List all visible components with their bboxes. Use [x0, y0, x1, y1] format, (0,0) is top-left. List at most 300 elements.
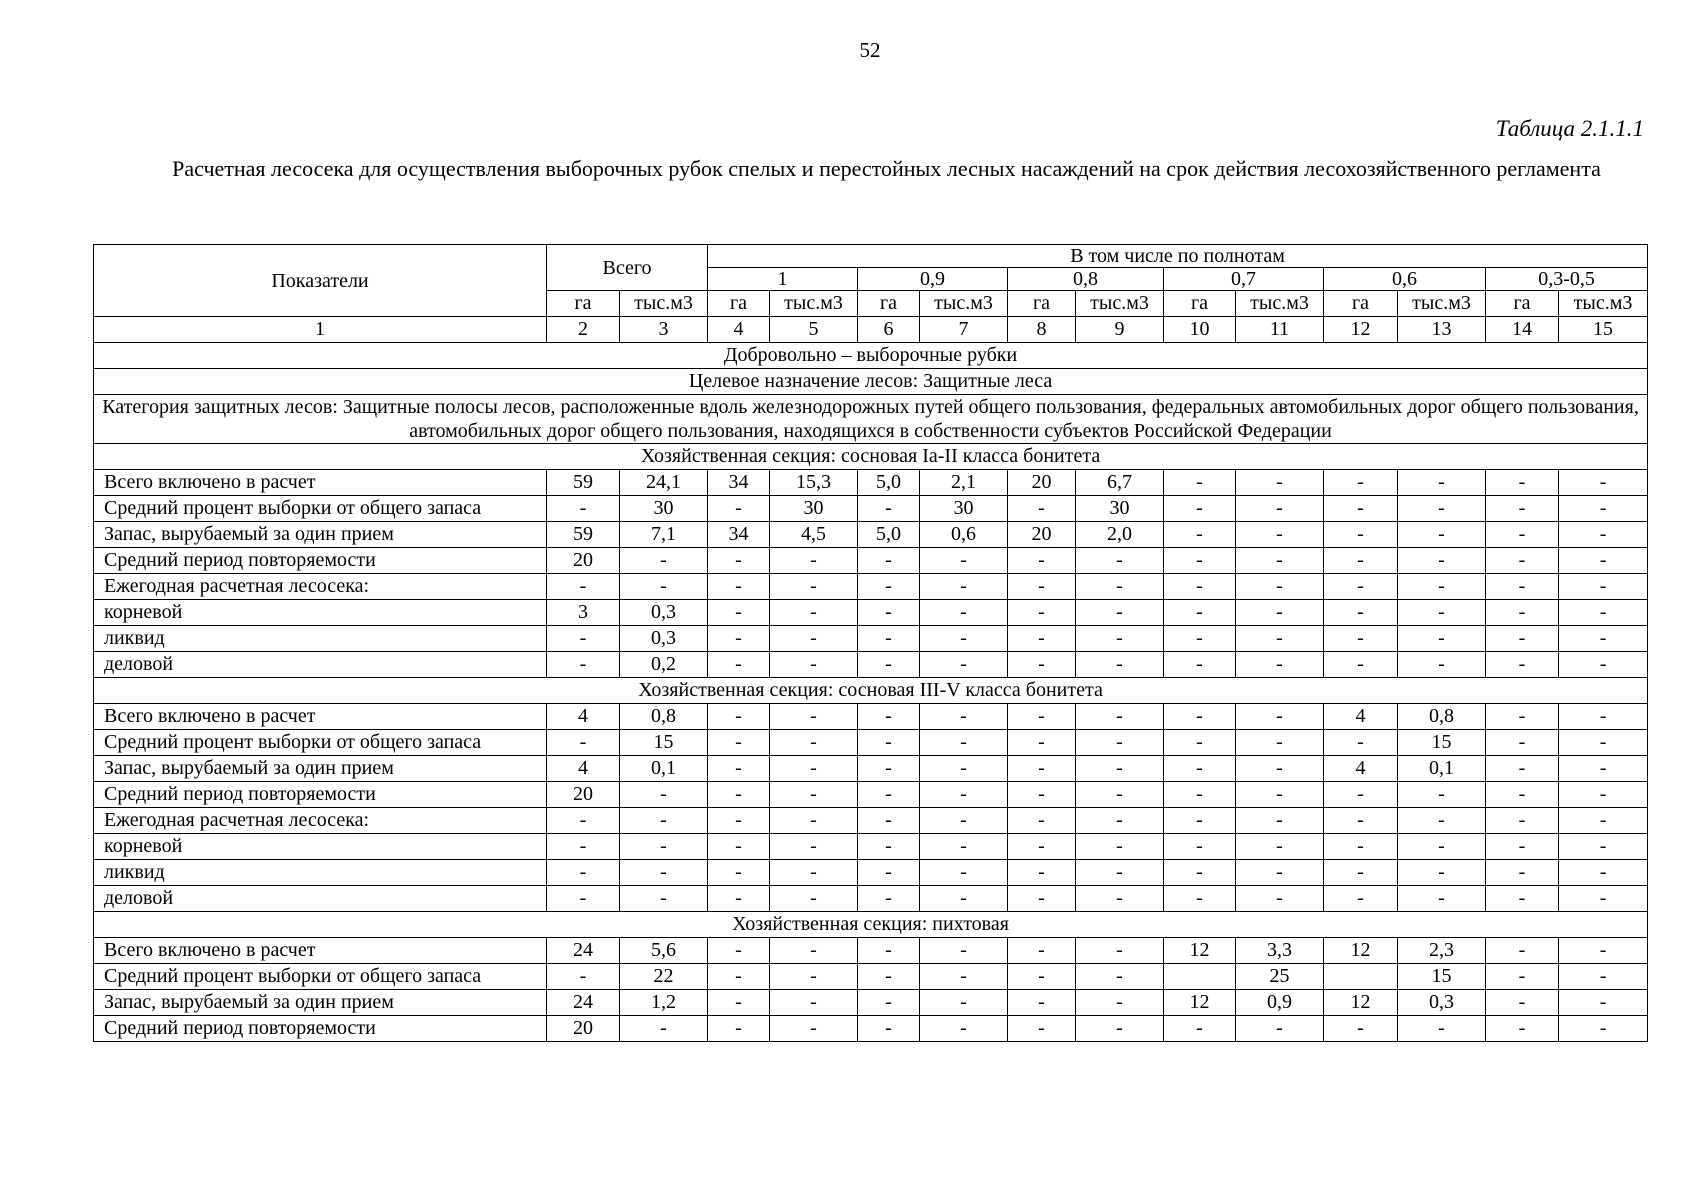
unit-m3: тыс.м3	[1559, 291, 1648, 317]
table-cell: 20	[547, 548, 620, 574]
table-cell: -	[1559, 548, 1648, 574]
column-number: 4	[708, 317, 770, 343]
table-cell: 0,8	[620, 704, 708, 730]
table-row	[94, 808, 1648, 834]
table-cell: 34	[708, 470, 770, 496]
table-cell: 12	[1324, 938, 1398, 964]
table-cell: -	[1486, 470, 1559, 496]
forest-cut-table	[93, 244, 1648, 1042]
row-label: Средний период повторяемости	[94, 1016, 547, 1042]
header-density: 0,6	[1324, 268, 1486, 291]
table-cell: -	[920, 860, 1008, 886]
table-cell: -	[1486, 522, 1559, 548]
table-cell: -	[920, 834, 1008, 860]
table-cell: -	[920, 808, 1008, 834]
table-cell: -	[858, 964, 920, 990]
table-row	[94, 704, 1648, 730]
table-row	[94, 600, 1648, 626]
table-cell: -	[1236, 522, 1324, 548]
table-cell: -	[858, 730, 920, 756]
unit-m3: тыс.м3	[1236, 291, 1324, 317]
rubka-type-row: Добровольно – выборочные рубки	[94, 343, 1648, 369]
table-cell: -	[1164, 1016, 1236, 1042]
table-cell: -	[1236, 860, 1324, 886]
table-cell: -	[1236, 470, 1324, 496]
table-cell: 6,7	[1076, 470, 1164, 496]
table-row	[94, 548, 1648, 574]
unit-m3: тыс.м3	[770, 291, 858, 317]
table-cell: 2,3	[1398, 938, 1486, 964]
table-cell: -	[1164, 704, 1236, 730]
table-cell: 12	[1324, 990, 1398, 1016]
table-cell: -	[1324, 1016, 1398, 1042]
column-number: 13	[1398, 317, 1486, 343]
unit-m3: тыс.м3	[620, 291, 708, 317]
table-cell: -	[547, 860, 620, 886]
table-row	[94, 496, 1648, 522]
table-cell: 15,3	[770, 470, 858, 496]
table-cell: 0,1	[620, 756, 708, 782]
row-label: Всего включено в расчет	[94, 704, 547, 730]
table-cell: 0,3	[620, 600, 708, 626]
table-cell: -	[1236, 756, 1324, 782]
table-cell: -	[920, 990, 1008, 1016]
table-cell: -	[1559, 808, 1648, 834]
table-cell: -	[1486, 834, 1559, 860]
table-cell: 4	[1324, 756, 1398, 782]
unit-ha: га	[708, 291, 770, 317]
table-cell: -	[770, 860, 858, 886]
table-cell: -	[770, 548, 858, 574]
protective-category-row: Категория защитных лесов: Защитные полосы лесов, расположенные вдоль железнодорожных путей общего пользования, федеральных автомобильных дорог общего пользования, автомобильных дорог общего пользования, находящихся в собственности субъектов Российской Федерации	[94, 395, 1648, 444]
table-cell: -	[858, 756, 920, 782]
table-cell: 2,0	[1076, 522, 1164, 548]
header-density: 1	[708, 268, 858, 291]
table-cell: -	[1559, 626, 1648, 652]
table-cell: -	[708, 990, 770, 1016]
table-cell: -	[920, 964, 1008, 990]
table-cell: -	[770, 600, 858, 626]
table-cell: 24,1	[620, 470, 708, 496]
table-cell: -	[1324, 730, 1398, 756]
row-label: Ежегодная расчетная лесосека:	[94, 574, 547, 600]
table-cell: -	[1236, 600, 1324, 626]
header-density: 0,7	[1164, 268, 1324, 291]
row-label: деловой	[94, 886, 547, 912]
table-cell	[1324, 964, 1398, 990]
table-cell: -	[1076, 600, 1164, 626]
table-cell: -	[920, 756, 1008, 782]
table-cell: 0,6	[920, 522, 1008, 548]
table-cell: -	[1398, 834, 1486, 860]
table-cell: -	[1559, 496, 1648, 522]
row-label: Средний процент выборки от общего запаса	[94, 496, 547, 522]
table-cell: -	[1398, 522, 1486, 548]
table-cell: -	[708, 548, 770, 574]
table-cell: 15	[1398, 730, 1486, 756]
table-cell: -	[1559, 600, 1648, 626]
table-cell: 0,3	[620, 626, 708, 652]
table-cell: -	[858, 600, 920, 626]
table-cell: -	[858, 626, 920, 652]
table-cell: -	[770, 834, 858, 860]
header-including: В том числе по полнотам	[708, 245, 1648, 268]
table-cell: -	[920, 1016, 1008, 1042]
table-cell: -	[1236, 730, 1324, 756]
table-cell: -	[770, 652, 858, 678]
table-cell: -	[1008, 574, 1076, 600]
table-cell: 5,6	[620, 938, 708, 964]
table-cell: -	[708, 756, 770, 782]
table-cell: -	[1559, 834, 1648, 860]
table-cell: -	[547, 964, 620, 990]
table-cell: 15	[620, 730, 708, 756]
section-title: Хозяйственная секция: пихтовая	[94, 912, 1648, 938]
unit-ha: га	[1008, 291, 1076, 317]
table-cell: -	[1164, 522, 1236, 548]
table-cell: 20	[1008, 470, 1076, 496]
unit-m3: тыс.м3	[1398, 291, 1486, 317]
column-number: 1	[94, 317, 547, 343]
table-cell: -	[1324, 574, 1398, 600]
table-cell: -	[1076, 626, 1164, 652]
table-cell: -	[1076, 834, 1164, 860]
table-cell: -	[1559, 990, 1648, 1016]
column-number: 9	[1076, 317, 1164, 343]
table-cell: -	[1486, 496, 1559, 522]
table-cell: -	[1008, 600, 1076, 626]
table-cell: -	[1164, 782, 1236, 808]
table-cell: -	[858, 574, 920, 600]
table-cell: -	[708, 808, 770, 834]
table-cell: 30	[620, 496, 708, 522]
table-cell: -	[858, 834, 920, 860]
unit-ha: га	[1164, 291, 1236, 317]
table-cell: -	[1559, 470, 1648, 496]
table-cell: -	[1324, 782, 1398, 808]
row-label: ликвид	[94, 860, 547, 886]
table-cell: -	[770, 756, 858, 782]
table-cell: -	[708, 860, 770, 886]
table-cell: -	[1164, 808, 1236, 834]
table-cell: -	[1008, 626, 1076, 652]
table-cell: -	[1164, 652, 1236, 678]
table-cell: -	[1324, 548, 1398, 574]
table-cell: -	[708, 782, 770, 808]
table-cell: 24	[547, 990, 620, 1016]
table-cell: 4	[547, 756, 620, 782]
table-cell: -	[1398, 886, 1486, 912]
table-cell: -	[547, 626, 620, 652]
table-cell: -	[1164, 834, 1236, 860]
table-cell: -	[1164, 756, 1236, 782]
table-cell: -	[1324, 834, 1398, 860]
table-cell: -	[1486, 1016, 1559, 1042]
table-cell: 4	[1324, 704, 1398, 730]
column-number: 7	[920, 317, 1008, 343]
table-cell: -	[770, 886, 858, 912]
table-cell: -	[1076, 574, 1164, 600]
table-cell	[1164, 964, 1236, 990]
table-cell: -	[1559, 652, 1648, 678]
table-cell: -	[1486, 548, 1559, 574]
table-cell: -	[1324, 860, 1398, 886]
table-cell: 3,3	[1236, 938, 1324, 964]
unit-m3: тыс.м3	[920, 291, 1008, 317]
table-cell: 5,0	[858, 470, 920, 496]
table-caption: Расчетная лесосека для осуществления выборочных рубок спелых и перестойных лесных насаждений на срок действия лесохозяйственного регламента	[172, 156, 1601, 181]
table-row	[94, 730, 1648, 756]
table-row	[94, 626, 1648, 652]
table-cell: -	[1076, 938, 1164, 964]
table-cell: -	[920, 704, 1008, 730]
table-cell: -	[858, 704, 920, 730]
table-cell: -	[1076, 782, 1164, 808]
header-indicators: Показатели	[94, 245, 547, 317]
table-cell: -	[858, 782, 920, 808]
header-density: 0,8	[1008, 268, 1164, 291]
table-cell: -	[1486, 730, 1559, 756]
table-cell: -	[920, 600, 1008, 626]
table-cell: -	[1398, 574, 1486, 600]
row-label: Средний период повторяемости	[94, 548, 547, 574]
table-cell: -	[1164, 548, 1236, 574]
table-cell: -	[1164, 574, 1236, 600]
table-cell: -	[1486, 964, 1559, 990]
table-cell: -	[708, 600, 770, 626]
table-cell: -	[1008, 990, 1076, 1016]
table-cell: -	[708, 886, 770, 912]
table-cell: -	[620, 548, 708, 574]
table-cell: 30	[770, 496, 858, 522]
table-cell: -	[1008, 548, 1076, 574]
table-row	[94, 652, 1648, 678]
row-label: ликвид	[94, 626, 547, 652]
table-cell: -	[1008, 1016, 1076, 1042]
table-cell: -	[708, 704, 770, 730]
table-cell: -	[920, 548, 1008, 574]
table-cell: -	[1076, 704, 1164, 730]
row-label: Запас, вырубаемый за один прием	[94, 522, 547, 548]
table-cell: -	[708, 964, 770, 990]
table-cell: 0,3	[1398, 990, 1486, 1016]
table-cell: -	[858, 886, 920, 912]
table-cell: -	[620, 574, 708, 600]
table-cell: -	[1236, 652, 1324, 678]
table-cell: -	[547, 886, 620, 912]
table-cell: 12	[1164, 938, 1236, 964]
table-cell: -	[1486, 886, 1559, 912]
table-cell: -	[1076, 756, 1164, 782]
table-cell: -	[1164, 886, 1236, 912]
table-cell: -	[1486, 704, 1559, 730]
header-total: Всего	[547, 245, 708, 291]
table-cell: -	[1008, 704, 1076, 730]
table-cell: -	[1486, 626, 1559, 652]
table-cell: -	[1008, 496, 1076, 522]
column-number: 12	[1324, 317, 1398, 343]
table-cell: -	[708, 1016, 770, 1042]
table-cell: -	[770, 808, 858, 834]
table-cell: -	[1486, 860, 1559, 886]
table-cell: -	[1559, 522, 1648, 548]
section-title: Хозяйственная секция: сосновая III-V класса бонитета	[94, 678, 1648, 704]
table-cell: -	[770, 964, 858, 990]
table-cell: -	[1164, 496, 1236, 522]
table-cell: -	[1076, 808, 1164, 834]
table-cell: 0,9	[1236, 990, 1324, 1016]
table-cell: -	[1398, 1016, 1486, 1042]
header-density: 0,9	[858, 268, 1008, 291]
table-cell: -	[1486, 756, 1559, 782]
table-cell: -	[1324, 470, 1398, 496]
column-number: 6	[858, 317, 920, 343]
table-cell: -	[858, 652, 920, 678]
table-cell: 20	[547, 1016, 620, 1042]
table-cell: -	[770, 626, 858, 652]
column-number: 3	[620, 317, 708, 343]
table-cell: -	[1164, 860, 1236, 886]
table-cell: 7,1	[620, 522, 708, 548]
table-cell: -	[770, 1016, 858, 1042]
row-label: Запас, вырубаемый за один прием	[94, 990, 547, 1016]
table-row	[94, 522, 1648, 548]
table-cell: 3	[547, 600, 620, 626]
table-cell: -	[620, 808, 708, 834]
table-row	[94, 782, 1648, 808]
table-cell: -	[547, 834, 620, 860]
page-number: 52	[859, 38, 881, 62]
table-cell: -	[547, 652, 620, 678]
table-cell: -	[1164, 730, 1236, 756]
table-row	[94, 756, 1648, 782]
table-cell: -	[770, 574, 858, 600]
table-cell: -	[1236, 574, 1324, 600]
table-cell: -	[1008, 782, 1076, 808]
table-cell: -	[708, 626, 770, 652]
table-cell: -	[1164, 600, 1236, 626]
table-cell: -	[1324, 652, 1398, 678]
table-cell: -	[1008, 938, 1076, 964]
table-cell: 20	[1008, 522, 1076, 548]
table-cell: -	[620, 860, 708, 886]
table-cell: -	[1324, 496, 1398, 522]
table-cell: -	[858, 808, 920, 834]
unit-ha: га	[547, 291, 620, 317]
header-density: 0,3-0,5	[1486, 268, 1648, 291]
table-cell: -	[620, 782, 708, 808]
table-cell: -	[708, 938, 770, 964]
table-cell: -	[1076, 964, 1164, 990]
table-cell: -	[1164, 470, 1236, 496]
table-cell: -	[1559, 1016, 1648, 1042]
table-cell: -	[708, 496, 770, 522]
table-cell: -	[1076, 548, 1164, 574]
table-cell: -	[920, 886, 1008, 912]
table-cell: -	[1236, 1016, 1324, 1042]
table-cell: -	[547, 808, 620, 834]
table-cell: -	[708, 730, 770, 756]
table-cell: -	[1008, 886, 1076, 912]
table-row	[94, 990, 1648, 1016]
table-cell: -	[1008, 964, 1076, 990]
table-cell: -	[1559, 938, 1648, 964]
table-cell: -	[1324, 808, 1398, 834]
table-cell: -	[1236, 496, 1324, 522]
table-cell: -	[1236, 808, 1324, 834]
table-cell: -	[1398, 600, 1486, 626]
table-cell: -	[708, 652, 770, 678]
table-cell: -	[1236, 548, 1324, 574]
table-row	[94, 860, 1648, 886]
table-cell: -	[858, 990, 920, 1016]
table-cell: 59	[547, 522, 620, 548]
table-cell: -	[1236, 782, 1324, 808]
table-cell: -	[1236, 704, 1324, 730]
table-cell: -	[1398, 652, 1486, 678]
table-cell: -	[1008, 652, 1076, 678]
table-cell: 25	[1236, 964, 1324, 990]
table-cell: -	[1398, 626, 1486, 652]
table-cell: -	[1236, 886, 1324, 912]
table-cell: -	[547, 574, 620, 600]
table-cell: -	[547, 496, 620, 522]
row-label: Запас, вырубаемый за один прием	[94, 756, 547, 782]
unit-ha: га	[1486, 291, 1559, 317]
table-cell: -	[1324, 886, 1398, 912]
table-cell: -	[1008, 834, 1076, 860]
table-cell: -	[1398, 782, 1486, 808]
table-cell: -	[1559, 860, 1648, 886]
column-number: 2	[547, 317, 620, 343]
table-row	[94, 938, 1648, 964]
table-row	[94, 964, 1648, 990]
table-cell: -	[1398, 496, 1486, 522]
table-cell: -	[858, 1016, 920, 1042]
table-cell: 24	[547, 938, 620, 964]
table-cell: -	[920, 938, 1008, 964]
row-label: Средний процент выборки от общего запаса	[94, 730, 547, 756]
table-cell: -	[1008, 808, 1076, 834]
table-cell: -	[1486, 808, 1559, 834]
table-cell: 1,2	[620, 990, 708, 1016]
table-cell: -	[920, 626, 1008, 652]
table-cell: -	[1486, 782, 1559, 808]
table-cell: -	[770, 782, 858, 808]
table-cell: 15	[1398, 964, 1486, 990]
table-cell: 20	[547, 782, 620, 808]
table-cell: -	[1324, 600, 1398, 626]
table-cell: 2,1	[920, 470, 1008, 496]
table-cell: -	[1076, 730, 1164, 756]
table-cell: -	[920, 652, 1008, 678]
table-cell: -	[920, 730, 1008, 756]
table-row	[94, 470, 1648, 496]
table-cell: -	[1398, 860, 1486, 886]
column-number: 8	[1008, 317, 1076, 343]
table-cell: -	[1559, 964, 1648, 990]
table-cell: -	[1486, 600, 1559, 626]
table-cell: -	[1559, 574, 1648, 600]
table-cell: 30	[920, 496, 1008, 522]
table-cell: 4	[547, 704, 620, 730]
table-cell: -	[620, 886, 708, 912]
table-cell: -	[770, 990, 858, 1016]
row-label: корневой	[94, 834, 547, 860]
table-cell: -	[1398, 808, 1486, 834]
table-cell: -	[547, 730, 620, 756]
table-cell: -	[1559, 756, 1648, 782]
